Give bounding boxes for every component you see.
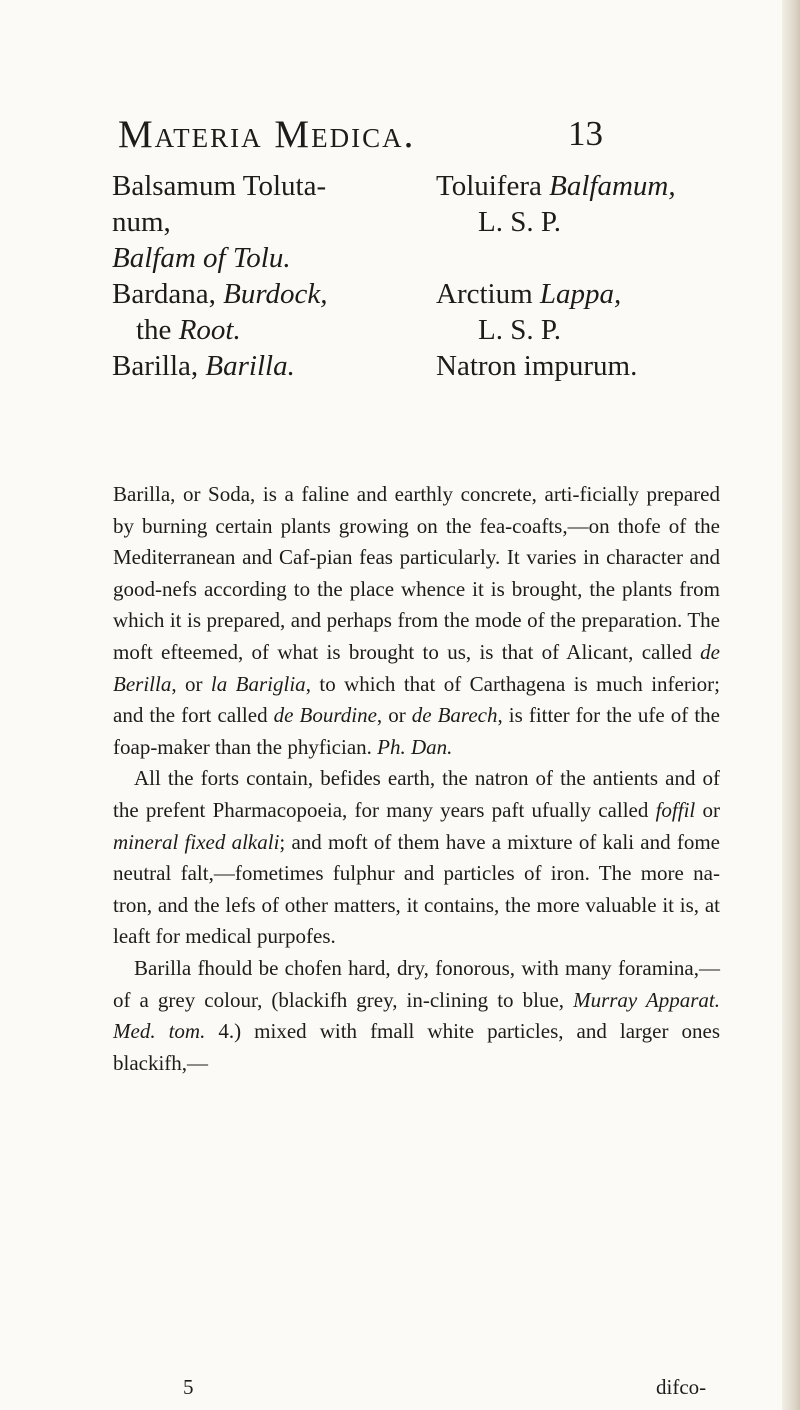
page-footer (0, 1375, 800, 1407)
text-run: Barilla, or Soda, is a faline and earthly concrete, arti-ficially prepared by burning certain plants growing on the fea-coafts,—on thofe of the Mediterranean and Caf-pian feas particularly. It varies in character and good-nefs according to the place whence it is brought, the plants from which it is prepared, and perhaps from the mode of the preparation. The moft efteemed, of what is brought to us, is that of Alicant, called (113, 482, 720, 664)
entry-linnaean-genus: Toluifera (436, 170, 542, 202)
entry-name-line: Balsamum Toluta- (112, 170, 327, 202)
italic-term: la Bariglia (210, 671, 306, 696)
entry-source: L. S. P. (478, 314, 562, 346)
paragraph-3 (113, 953, 720, 1079)
entry-linnaean-name: Natron impurum. (436, 350, 638, 382)
page-edge-shadow (782, 0, 800, 1410)
catchword: difco- (656, 1375, 707, 1399)
running-title: Materia Medica. (118, 113, 416, 156)
text-run: 4.) mixed with fmall white particles, and larger ones blackifh,— (113, 1019, 720, 1075)
citation: Ph. Dan. (377, 734, 453, 759)
entry-name: Bardana, (112, 278, 216, 310)
body-text (113, 479, 720, 1079)
entry-linnaean-species: Lappa, (539, 278, 622, 310)
entry-english-name: Balfam of Tolu. (112, 242, 291, 274)
italic-term: mineral fixed alkali (113, 829, 280, 854)
signature-mark: 5 (183, 1375, 194, 1399)
italic-term: foffil (655, 797, 696, 822)
paragraph-2 (113, 763, 720, 953)
text-run: , or (376, 703, 412, 728)
entry-linnaean-genus: Arctium (436, 278, 533, 310)
italic-term: de Bourdine (273, 703, 377, 728)
entry-name: Barilla, (112, 350, 199, 382)
entry-bardana-right (436, 276, 621, 348)
text-run: ; and moft of them have a mixture of kali and fome neutral falt,—fometimes fulphur and particles of iron. The more na-tron, and the lefs of other matters, it contains, the more valuable it is, at leaft for medical purpofes. (113, 829, 720, 949)
text-run: or (695, 797, 720, 822)
italic-term: de Barech (411, 703, 498, 728)
entry-barilla-left (112, 348, 295, 384)
entry-english-name: Barilla. (205, 350, 295, 382)
text-run: , is fitter for the ufe of the foap-maker than the phyfician. (113, 703, 720, 759)
entry-linnaean-species: Balfamum, (549, 170, 676, 202)
citation: Murray Apparat. Med. tom. (113, 987, 720, 1044)
text-run: , or (171, 671, 211, 696)
entry-part-prefix: the (136, 314, 172, 346)
text-run: All the forts contain, befides earth, the natron of the antients and of the prefent Pharmacopoeia, for many years paft ufually called (113, 766, 720, 822)
page-number: 13 (568, 114, 603, 153)
entry-balsamum-right (436, 168, 676, 240)
italic-term: de Berilla (113, 639, 720, 696)
entry-part: Root. (178, 314, 241, 346)
text-run: , to which that of Carthagena is much inferior; and the fort called (113, 671, 721, 728)
entry-bardana-left (112, 276, 328, 348)
entry-barilla-right (436, 348, 637, 384)
entry-source: L. S. P. (478, 206, 562, 238)
text-run: Barilla fhould be chofen hard, dry, fonorous, with many foramina,—of a grey colour, (blackifh grey, in-clining to blue, (113, 955, 720, 1012)
entry-name-line: num, (112, 206, 171, 238)
page-header (0, 112, 800, 162)
paragraph-1 (113, 479, 720, 763)
entry-english-name: Burdock, (223, 278, 328, 310)
entry-balsamum-left (112, 168, 326, 276)
